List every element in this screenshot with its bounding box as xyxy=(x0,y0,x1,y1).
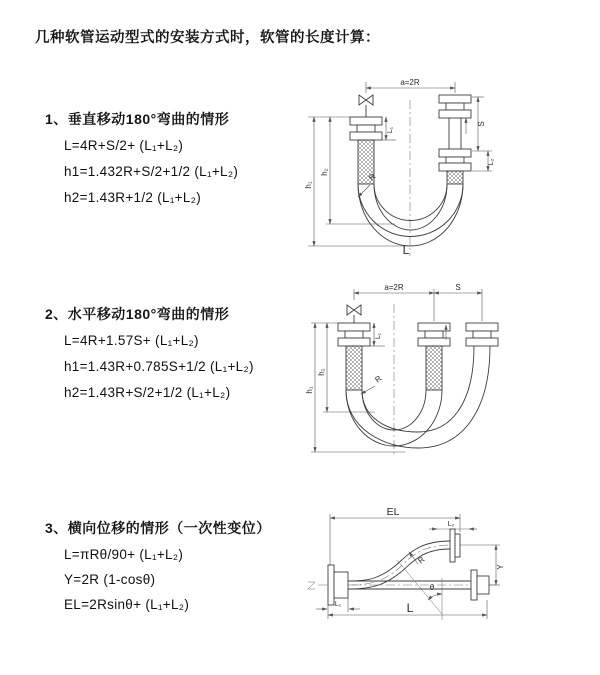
curved-hose-position xyxy=(348,541,450,589)
dimension-l2 xyxy=(472,151,495,171)
dimension-span-a2r xyxy=(354,283,434,321)
left-fitting xyxy=(338,323,370,346)
section-3-formula-Y: Y=2R (1-cosθ) xyxy=(64,572,156,587)
lateral-displacement-diagram xyxy=(300,502,600,660)
radius-label: R xyxy=(416,554,427,566)
hose-bend-arcs xyxy=(358,184,463,246)
section-1-formula-L: L=4R+S/2+ (L₁+L₂) xyxy=(64,138,184,153)
length-label: L xyxy=(406,601,414,615)
left-fitting xyxy=(350,117,382,140)
vertical-180-bend-diagram xyxy=(300,72,595,262)
horizontal-180-bend-diagram xyxy=(305,282,600,462)
section-1-formula-h1: h1=1.432R+S/2+1/2 (L₁+L₂) xyxy=(64,164,239,179)
dimension-l1 xyxy=(382,117,396,140)
dim-label-s: S xyxy=(455,283,461,292)
angle-construction xyxy=(397,560,442,620)
section-1-heading: 1、垂直移动180°弯曲的情形 xyxy=(45,111,230,127)
dimension-el xyxy=(330,506,460,566)
section-1-formula-h2: h2=1.43R+1/2 (L₁+L₂) xyxy=(64,190,202,205)
dim-label-y: Y xyxy=(496,564,505,570)
dim-label-h1: h₁ xyxy=(304,181,313,189)
upper-flange xyxy=(450,529,460,562)
section-2-heading: 2、水平移动180°弯曲的情形 xyxy=(45,306,230,322)
dim-label-el: EL xyxy=(386,506,400,518)
dim-label-l1: L₁ xyxy=(334,601,342,608)
valve-icon xyxy=(359,95,373,117)
section-3-formula-EL: EL=2Rsinθ+ (L₁+L₂) xyxy=(64,597,190,612)
dim-label-l1: L₁ xyxy=(375,332,382,340)
dim-label-l2: L₂ xyxy=(447,521,455,528)
valve-icon xyxy=(347,305,361,323)
dim-label-l1: L₁ xyxy=(387,126,394,134)
left-flange xyxy=(328,565,348,605)
section-3-heading: 3、横向位移的情形（一次性变位） xyxy=(45,520,271,536)
dimension-l1 xyxy=(370,323,385,346)
dim-label-h2: h₂ xyxy=(320,168,329,176)
left-braided-hose xyxy=(346,346,362,390)
radius-label: R xyxy=(373,373,384,385)
dim-label-s: S xyxy=(477,121,486,127)
radius-callout xyxy=(361,374,384,394)
dimension-s xyxy=(434,283,482,321)
dim-label-l2: L₂ xyxy=(488,158,495,166)
angle-label: θ xyxy=(429,583,435,592)
length-label: L xyxy=(402,243,410,257)
right-pipe xyxy=(449,118,461,149)
section-3-formula-L: L=πRθ/90+ (L₁+L₂) xyxy=(64,547,184,562)
dim-label-h2: h₂ xyxy=(317,368,326,376)
dim-label-a2r: a=2R xyxy=(384,283,404,292)
dim-label-a2r: a=2R xyxy=(400,78,420,87)
right-fitting-upper xyxy=(439,95,471,118)
dimension-s xyxy=(472,97,492,151)
right-fitting xyxy=(466,323,498,346)
radius-label: R xyxy=(367,171,378,183)
right-fitting-lower xyxy=(439,149,471,171)
hose-bend-arcs xyxy=(346,346,490,448)
dimension-l xyxy=(328,600,487,619)
axis-mark xyxy=(308,582,315,589)
section-2-formula-h1: h1=1.43R+0.785S+1/2 (L₁+L₂) xyxy=(64,359,254,374)
dim-label-h1: h₁ xyxy=(305,386,314,394)
dimension-l2 xyxy=(429,521,477,529)
section-2-formula-h2: h2=1.43R+S/2+1/2 (L₁+L₂) xyxy=(64,385,231,400)
dimension-l1 xyxy=(316,598,360,612)
middle-fitting xyxy=(418,323,450,346)
page-title: 几种软管运动型式的安装方式时，软管的长度计算： xyxy=(35,30,380,46)
dimension-span-a2r xyxy=(366,78,455,93)
middle-braided-hose xyxy=(426,346,442,390)
section-2-formula-L: L=4R+1.57S+ (L₁+L₂) xyxy=(64,333,199,348)
right-braided-hose xyxy=(447,171,463,184)
right-flange xyxy=(471,570,489,600)
